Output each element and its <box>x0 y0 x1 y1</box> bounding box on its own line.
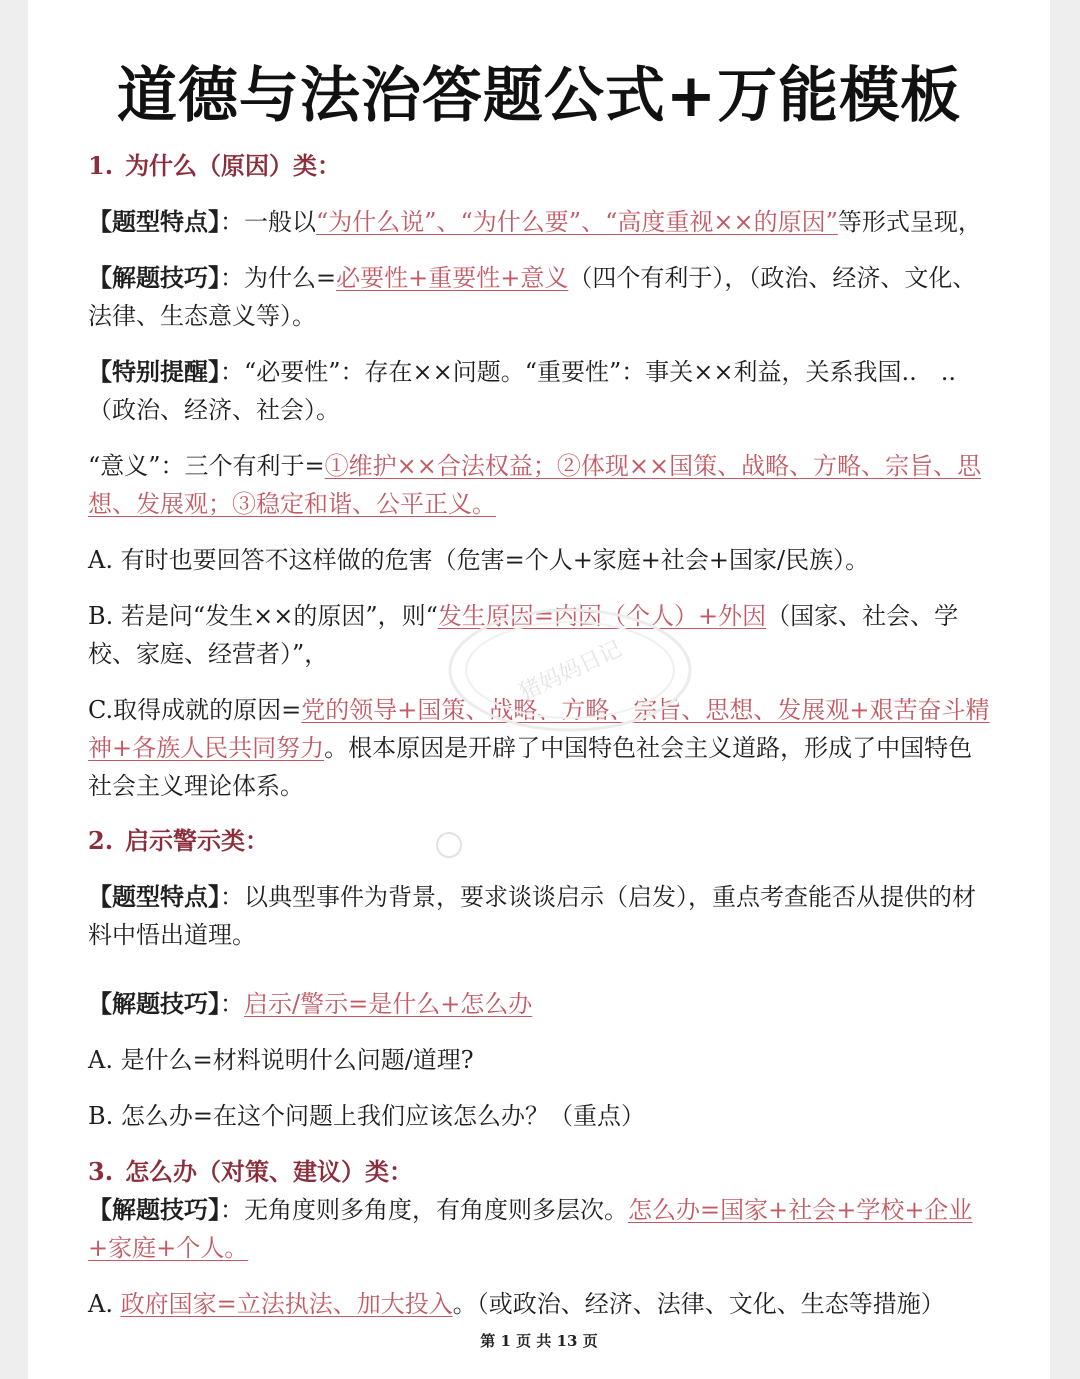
s1-feature-tail: 等形式呈现， <box>837 208 982 236</box>
section-3-number: 3. <box>88 1157 114 1186</box>
s3-skill-label: 【解题技巧】 <box>88 1195 220 1224</box>
page-title: 道德与法治答题公式+万能模板 <box>116 61 962 131</box>
s2-skill-paragraph <box>88 985 993 1023</box>
s2-feature-paragraph <box>88 878 993 954</box>
s2-skill-label: 【解题技巧】 <box>88 989 220 1018</box>
s1-skill-label: 【解题技巧】 <box>88 263 220 292</box>
s1-skill-text: ：为什么= <box>220 264 337 292</box>
page-footer: 第 1 页 共 13 页 <box>480 1332 598 1350</box>
s3-item-a-highlight: 政府国家=立法执法、加大投入 <box>120 1290 453 1318</box>
s1-item-b-highlight: 发生原因=内因（个人）+外因 <box>437 602 767 630</box>
s2-feature-label: 【题型特点】 <box>88 882 220 911</box>
watermark-text: 猪妈妈日记 <box>515 636 626 706</box>
document-page <box>28 0 1050 1379</box>
s1-meaning-text: “意义”：三个有利于= <box>88 452 325 480</box>
s1-feature-highlight: “为什么说”、“为什么要”、“高度重视××的原因” <box>316 208 838 236</box>
s1-item-b <box>88 597 993 673</box>
s2-feature-text: ：以典型事件为背景，要求谈谈启示（启发），重点考查能否从提供的材料中悟出道理。 <box>88 883 976 949</box>
s1-feature-paragraph <box>88 203 993 241</box>
s1-meaning-highlight: ①维护××合法权益；②体现××国策、战略、方略、宗旨、思想、发展观；③稳定和谐、公平正义。 <box>88 452 982 518</box>
s1-remind-label: 【特别提醒】 <box>88 357 220 386</box>
section-1-heading <box>88 147 993 185</box>
s1-item-c-tail: 。根本原因是开辟了中国特色社会主义道路，形成了中国特色社会主义理论体系。 <box>88 734 973 800</box>
section-2-heading <box>88 822 993 860</box>
s3-item-a <box>88 1285 993 1323</box>
section-3-heading <box>88 1153 993 1191</box>
s1-feature-text: ：一般以 <box>220 208 316 236</box>
section-1-number: 1. <box>88 151 114 180</box>
s1-item-c-text: C.取得成就的原因= <box>88 696 302 724</box>
circle-mark-icon <box>436 832 462 858</box>
s2-skill-text: ： <box>220 990 244 1018</box>
s2-item-a: A. 是什么=材料说明什么问题/道理? <box>88 1046 474 1074</box>
s1-item-b-tail: （国家、社会、学校、家庭、经营者）”， <box>88 602 959 668</box>
s2-skill-highlight: 启示/警示=是什么+怎么办 <box>244 990 533 1018</box>
s3-item-a-tail: 。（或政治、经济、法律、文化、生态等措施） <box>452 1290 945 1318</box>
s1-feature-label: 【题型特点】 <box>88 207 220 236</box>
section-1-title: 为什么（原因）类： <box>125 151 342 180</box>
s3-skill-text: ：无角度则多角度，有角度则多层次。 <box>220 1196 628 1224</box>
s3-skill-highlight: 怎么办=国家+社会+学校+企业+家庭+个人。 <box>88 1196 973 1262</box>
s1-item-a: A. 有时也要回答不这样做的危害（危害=个人+家庭+社会+国家/民族）。 <box>88 546 870 574</box>
s1-item-b-text: B. 若是问“发生××的原因”，则“ <box>88 602 438 630</box>
section-2-number: 2. <box>88 826 114 855</box>
s1-item-c-highlight: 党的领导+国策、战略、方略、宗旨、思想、发展观+艰苦奋斗精神+各族人民共同努力 <box>88 696 990 762</box>
s1-meaning-paragraph <box>88 447 993 523</box>
s1-remind-text: ：“必要性”：存在××问题。“重要性”：事关××利益，关系我国.. ..（政治、经济、社会）。 <box>88 358 957 424</box>
s2-item-b: B. 怎么办=在这个问题上我们应该怎么办？（重点） <box>88 1102 646 1130</box>
s1-skill-tail: （四个有利于），（政治、经济、文化、法律、生态意义等）。 <box>88 264 977 330</box>
section-3-title: 怎么办（对策、建议）类： <box>125 1157 414 1186</box>
s1-skill-highlight: 必要性+重要性+意义 <box>336 264 569 292</box>
s1-skill-paragraph <box>88 259 993 335</box>
s3-item-a-prefix: A. <box>88 1290 121 1318</box>
section-2-title: 启示警示类： <box>125 826 270 855</box>
s1-item-c <box>88 691 993 805</box>
s1-remind-paragraph <box>88 353 993 429</box>
s3-skill-paragraph <box>88 1191 993 1267</box>
